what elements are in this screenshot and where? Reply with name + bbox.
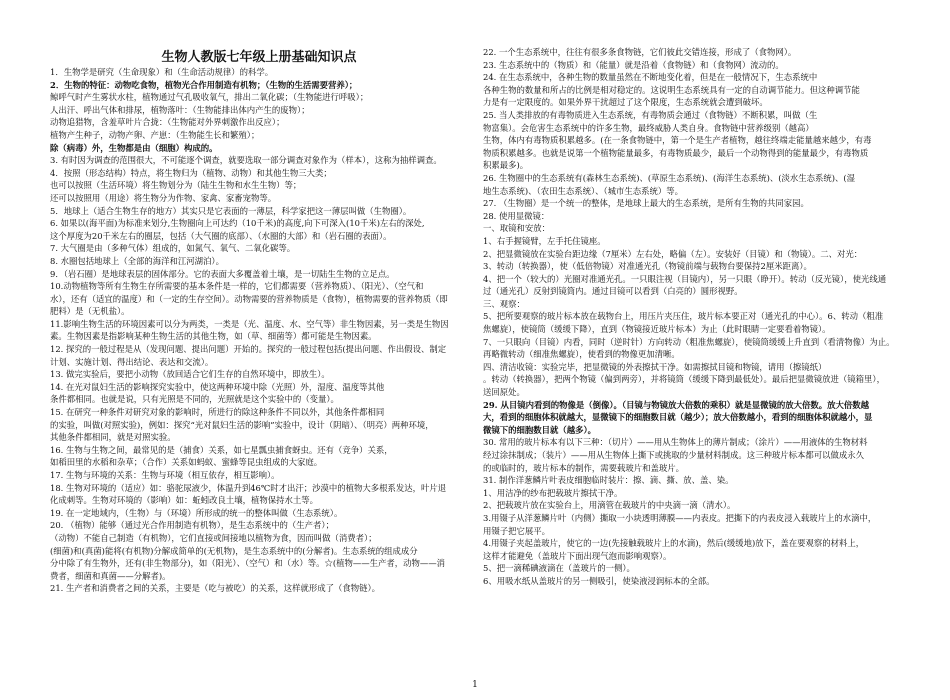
text-line: 2、把载玻片放在实验台上，用滴管在载玻片的中央滴一滴（清水）。	[483, 500, 736, 511]
text-line: 的实验，叫做(对照实验)，例如：探究“光对鼠妇生活的影响”实验中，设计（阴暗）、（明亮）两种环境，	[50, 419, 434, 430]
text-line: 肥料）是（无机盐）。	[50, 306, 130, 317]
text-line: 2．生物的特征：动物吃食物，植物光合作用制造有机物；（生物的生活需要营养）；	[50, 79, 358, 90]
text-line: 22. 一个生态系统中，往往有很多条食物链，它们彼此交错连接，形成了（食物网）。	[483, 47, 797, 57]
text-line: 除（病毒）外，生物都是由（细胞）构成的。	[50, 142, 218, 153]
text-line: 8. 水圈包括地球上（全部的海洋和江河湖泊）。	[50, 255, 224, 266]
text-line: 水），还有（适宜的温度）和（一定的生存空间）。动物需要的营养物质是（食物），植物需要的营养物质（即	[50, 293, 448, 304]
text-line: 5、把所要观察的玻片标本放在载物台上，用压片夹压住，玻片标本要正对（通光孔的中心）。6、转动（粗准	[483, 311, 884, 322]
text-line: 3、转动（转换器），使（低倍物镜）对准通光孔（物镜前端与载物台要保持2厘米距离）。	[483, 261, 812, 272]
text-line: 18. 生物对环境的（适应）如：骆驼尿液少，体温升到46℃时才出汗；沙漠中的植物大多根系发达，叶片退	[50, 482, 447, 493]
text-line: 1、用洁净的纱布把载玻片擦拭干净。	[483, 487, 623, 498]
text-line: 素。生物因素是指影响某种生物生活的其他生物，如（草、细菌等）都可能是生物因素。	[50, 331, 377, 342]
text-line: 21. 生产者和消费者之间的关系，主要是（吃与被吃）的关系，这样就形成了（食物链）。	[50, 583, 381, 594]
page-number: 1	[472, 680, 478, 690]
text-line: 7、一只眼向（目镜）内看，同时（逆时针）方向转动（粗准焦螺旋），使镜筒缓缓上升直到（看清物像）为止。	[483, 336, 895, 347]
text-line: 过（通光孔）反射到镜筒内。通过目镜可以看到（白亮的）圆形视野。	[483, 286, 743, 297]
text-line: 如稻田里的水稻和杂草；（合作）关系如蚂蚁、蜜蜂等昆虫组成的大家庭。	[50, 457, 323, 468]
text-line: 再略微转动（细准焦螺旋），使看到的物像更加清晰。	[483, 349, 680, 360]
text-line: 大，看到的细胞体积就越大，显微镜下的细胞数目就（越少）；放大倍数越小，看到的细胞体积就越小，显	[483, 412, 873, 423]
text-line: 29. 从目镜内看到的物像是（倒像）。（目镜与物镜放大倍数的乘积）就是显微镜的放大倍数。放大倍数越	[483, 399, 869, 410]
text-line: 4．按照（形态结构）特点，将生物归为（植物、动物）和其他生物三大类；	[50, 167, 332, 178]
text-line: 13. 做完实验后，要把小动物（放回适合它们生存的自然环境中，即放生）。	[50, 369, 330, 380]
text-line: 3.用镊子从洋葱鳞片叶（内侧）撕取一小块透明薄膜——内表皮。把撕下的内表皮浸入载玻片上的水滴中，	[483, 512, 877, 523]
text-line: 30. 常用的玻片标本有以下三种：（切片）——用从生物体上的薄片制成；（涂片）——用液体的生物材料	[483, 437, 868, 448]
text-line: 23. 生态系统中的（物质）和（能量）就是沿着（食物链）和（食物网）流动的。	[483, 59, 784, 70]
text-line: 6. 如果以(海平面)为标准来划分,生物圈向上可达约（10千米)的高度,向下可深入(10千米)左右的深处,	[50, 218, 425, 229]
text-line: 微镜下的细胞数目就（越多）。	[483, 424, 597, 435]
text-line: 25. 当人类排放的有毒物质进入生态系统，有毒物质会通过（食物链）不断积累，叫做（生	[483, 109, 818, 120]
text-line: 计划、实施计划、得出结论、表达和交流）。	[50, 356, 214, 367]
text-line: 其他条件都相同，就是对照实验。	[50, 432, 176, 443]
text-line: 这个厚度为20千米左右的圈层，包括（大气圈的底部）、（水圈的大部）和（岩石圈的表面）。	[50, 230, 392, 241]
text-line: 24. 在生态系统中，各种生物的数量虽然在不断地变化着，但是在一般情况下，生态系统中	[483, 72, 818, 83]
text-line: 6、用吸水纸从盖玻片的另一侧吸引，使染液浸润标本的全部。	[483, 575, 715, 586]
text-line: 这样才能避免（盖玻片下面出现气泡而影响观察）。	[483, 550, 672, 561]
text-line: 地生态系统)、（农田生态系统）、（城市生态系统）等。	[483, 185, 684, 196]
text-line: 27. （生物圈）是一个统一的整体，是地球上最大的生态系统，是所有生物的共同家园。	[483, 198, 809, 209]
text-line: 12. 探究的一般过程是从（发现问题、提出问题）开始的。探究的一般过程包括(提出问题、作出假设、制定	[50, 344, 447, 355]
text-line: 分中除了有生物外，还有(非生物部分)，如（阳光）、（空气）和（水）等。☆(植物——生产者，动物——消	[50, 558, 446, 569]
text-line: 1．生物学是研究（生命现象）和（生命活动规律）的科学。	[50, 67, 274, 77]
text-line: 物质积累越多。也就是说第一个植物能量最多，有毒物质最少，最后一个动物得到的能量最少，有毒物质	[483, 147, 869, 158]
text-line: 17. 生物与环境的关系：生物与环境（相互依存，相互影响）。	[50, 470, 280, 480]
document-title: 生物人教版七年级上册基础知识点	[161, 50, 357, 65]
text-line: 7. 大气圈是由（多种气体）组成的，如氮气、氧气、二氧化碳等。	[50, 243, 296, 254]
text-line: 一、取镜和安放：	[483, 223, 550, 234]
text-line: 。转动（转换器），把两个物镜（偏到两旁），并将镜筒（缓缓下降到最低处）。最后把显微镜放进（镜箱里），	[483, 374, 885, 385]
text-line: 积累最多)。	[483, 160, 529, 171]
text-line: 还可以按照用（用途）将生物分为作物、家禽、家畜宠物等。	[50, 192, 277, 203]
text-line: 生物，体内有毒物质积累越多。(在一条食物链中，第一个是生产者植物，越往终端走能量越来越少，有毒	[483, 135, 872, 146]
text-line: 费者，细菌和真菌——分解者)。	[50, 570, 171, 581]
text-line: 的或临时的，玻片标本的制作，需要载玻片和盖玻片。	[483, 462, 684, 473]
text-line: 也可以按照（生活环境）将生物划分为（陆生生物和水生生物）等；	[50, 180, 302, 191]
text-line: 26. 生物圈中的生态系统有(森林生态系统)、(草原生态系统)、(海洋生态系统)、(淡水生态系统)、(湿	[483, 172, 856, 183]
text-line: 动物追猎物，含羞草叶片合拢：（生物能对外界刺激作出反应）；	[50, 117, 285, 128]
text-line: 31. 制作洋葱鳞片叶表皮细胞临时装片：擦、滴、撕、放、盖、染。	[483, 475, 734, 486]
text-line: 植物产生种子，动物产卵、产崽：（生物能生长和繁殖）；	[50, 129, 260, 140]
text-line: 10.动物植物等所有生物生存所需要的基本条件是一样的，它们都需要（营养物质）、（阳光）、（空气和	[50, 281, 424, 292]
text-line: 2、把显微镜放在实验台距边缘（7厘米）左右处，略偏（左）。安装好（目镜）和（物镜）。二、对光：	[483, 248, 863, 259]
text-line: 16. 生物与生物之间，最常见的是（捕食）关系，如七星瓢虫捕食蚜虫。还有（竞争）关系，	[50, 444, 393, 455]
text-line: 11.影响生物生活的环境因素可以分为两类，一类是（光、温度、水、空气等）非生物因素，另一类是生物因	[50, 318, 449, 329]
text-line: 9．（岩石圈）是地球表层的固体部分。它的表面大多覆盖着土壤，是一切陆生生物的立足点。	[50, 268, 395, 279]
right-column	[483, 46, 901, 588]
text-line: 力是有一定限度的。如果外界干扰超过了这个限度，生态系统就会遭到破坏。	[483, 97, 768, 108]
text-line: 1、右手握镜臂，左手托住镜座。	[483, 235, 606, 246]
text-line: 条件都相同。也就是说，只有光照是不同的，光照就是这个实验中的（变量）。	[50, 394, 339, 405]
text-line: (细菌)和(真菌)能将(有机物)分解成简单的(无机物)，是生态系统中的(分解者)。生态系统的组成成分	[50, 545, 418, 556]
text-line: 14. 在光对鼠妇生活的影响探究实验中，使这两种环境中除（光照）外，湿度、温度等其他	[50, 381, 385, 392]
text-line: 经过涂抹制成；（装片）——用从生物体上撕下或挑取的少量材料制成。这三种玻片标本都可以做成永久	[483, 450, 865, 460]
text-line: 用镊子把它展平。	[483, 525, 550, 536]
text-line: 物富集）。会危害生态系统中的许多生物，最终威胁人类自身。食物链中营养级别（越高）	[483, 122, 814, 133]
text-line: 化成刺等。生物对环境的（影响）如：蚯蚓改良土壤，植物保持水土等。	[50, 495, 318, 506]
text-line: 5．地球上（适合生物生存的地方）其实只是它表面的一薄层，科学家把这一薄层叫做（生物圈）。	[50, 205, 412, 216]
text-line: 焦螺旋），使镜筒（缓缓下降），直到（物镜接近玻片标本）为止（此时眼睛一定要看着物镜）。	[483, 324, 831, 335]
text-line: 28. 使用显微镜：	[483, 210, 550, 221]
text-line: 15. 在研究一种条件对研究对象的影响时，所进行的除这种条件不同以外，其他条件都相同	[50, 407, 385, 418]
text-line: 人出汗、呼出气体和排尿，植物落叶：（生物能排出体内产生的废物）；	[50, 104, 310, 115]
text-line: 5、把一滴稀碘液滴在（盖玻片的一侧）。	[483, 563, 635, 574]
text-line: 四、清洁收镜：实验完毕，把显微镜的外表擦拭干净。如需擦拭目镜和物镜，请用（擦镜纸）	[483, 361, 827, 372]
text-line: 鲸呼气时产生雾状水柱，植物通过气孔吸收氧气，排出二氧化碳；（生物能进行呼吸）；	[50, 92, 369, 103]
text-line: 20. （植物）能够（通过光合作用制造有机物），是生态系统中的（生产者）；	[50, 520, 334, 531]
text-line: 4、把一个（较大的）光圈对准通光孔。一只眼注视（目镜内），另一只眼（睁开）。转动（反光镜），使光线通	[483, 273, 887, 284]
text-line: （动物）不能自己制造（有机物），它们直接或间接地以植物为食，因而叫做（消费者）；	[50, 532, 377, 543]
text-line: 各种生物的数量和所占的比例是相对稳定的。这说明生态系统具有一定的自动调节能力。但这种调节能	[483, 84, 860, 95]
text-line: 送回原处。	[483, 387, 525, 398]
text-line: 3. 有时因为调查的范围很大，不可能逐个调查，就要选取一部分调查对象作为（样本），这称为抽样调查。	[50, 155, 442, 166]
text-line: 4.用镊子夹起盖玻片，使它的一边(先接触载玻片上的水滴)，然后(缓缓地)放下，盖在要观察的材料上，	[483, 538, 865, 549]
text-line: 三、观察：	[483, 298, 525, 309]
left-column	[50, 66, 468, 595]
text-line: 19. 在一定地域内，（生物）与（环境）所形成的统一的整体叫做（生态系统）。	[50, 507, 343, 518]
